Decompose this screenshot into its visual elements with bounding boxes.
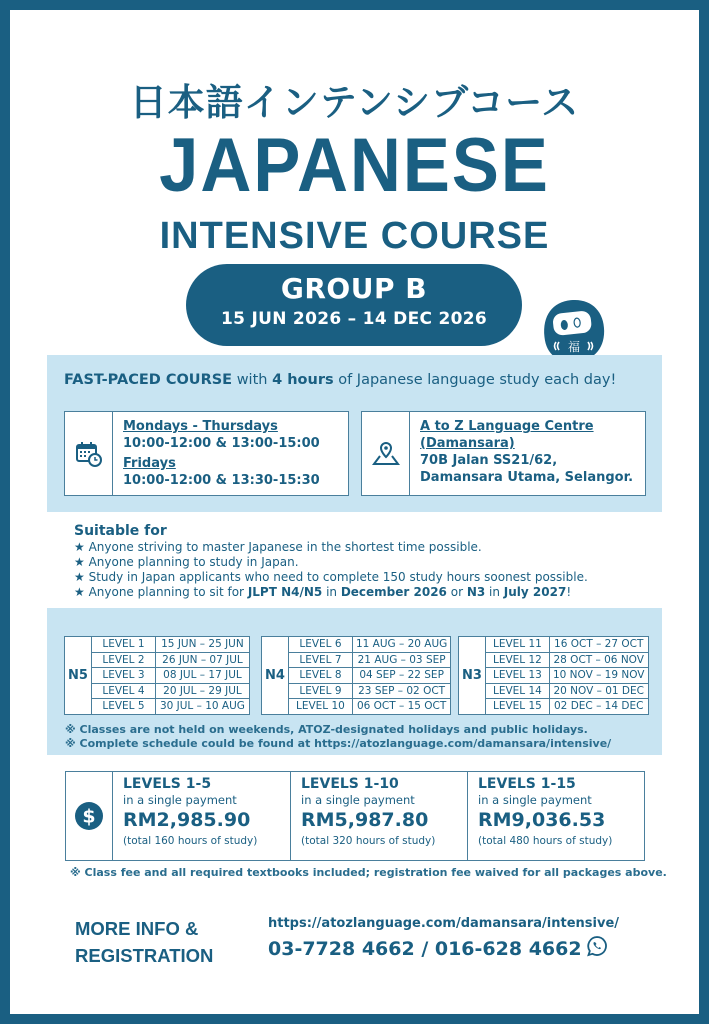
- table-row: [65, 668, 250, 684]
- overview-section: [47, 355, 662, 512]
- level-table-n5: [64, 636, 250, 715]
- location-details: [410, 412, 633, 495]
- location-name-line1[interactable]: A to Z Language Centre: [420, 419, 594, 434]
- date-cell: 20 NOV – 01 DEC: [549, 683, 648, 699]
- japanese-title: 日本語インテンシブコース: [129, 81, 580, 124]
- suitable-for-section: [74, 524, 588, 600]
- exam-date: July 2027: [503, 585, 567, 599]
- contact-details: [268, 916, 619, 962]
- level-cell: LEVEL 2: [91, 652, 155, 668]
- table-row: [262, 668, 451, 684]
- suitable-item: ★ Anyone planning to study in Japan.: [74, 555, 299, 569]
- schedule-box: [64, 411, 349, 496]
- level-cell: LEVEL 13: [485, 668, 549, 684]
- dollar-circle-icon: [66, 772, 113, 860]
- level-cell: LEVEL 8: [288, 668, 352, 684]
- table-row: [459, 699, 649, 715]
- headline-strong-2: 4 hours: [272, 372, 334, 388]
- price-package: [113, 772, 290, 860]
- level-table-n3: [458, 636, 649, 715]
- exam-date: December 2026: [340, 585, 447, 599]
- package-note: in a single payment: [301, 793, 415, 807]
- pricing-footnote: ※ Class fee and all required textbooks included; registration fee waived for all packages above.: [70, 866, 667, 879]
- location-name-line2[interactable]: (Damansara): [420, 436, 515, 451]
- table-row: [459, 683, 649, 699]
- course-period: 15 JUN 2026 – 14 DEC 2026: [220, 309, 487, 329]
- level-schedule-section: [47, 608, 662, 755]
- jlpt-level: N3: [466, 585, 486, 599]
- level-cell: LEVEL 3: [91, 668, 155, 684]
- suitable-item: ★ Anyone striving to master Japanese in the shortest time possible.: [74, 540, 482, 554]
- date-cell: 16 OCT – 27 OCT: [549, 637, 648, 653]
- date-cell: 20 JUL – 29 JUL: [155, 683, 249, 699]
- price-package: [467, 772, 644, 860]
- level-cell: LEVEL 14: [485, 683, 549, 699]
- date-cell: 21 AUG – 03 SEP: [352, 652, 450, 668]
- more-info-line2: REGISTRATION: [75, 945, 214, 966]
- table-row: [262, 699, 451, 715]
- calendar-clock-icon: [65, 412, 113, 495]
- date-cell: 23 SEP – 02 OCT: [352, 683, 450, 699]
- date-cell: 26 JUN – 07 JUL: [155, 652, 249, 668]
- table-row: [65, 699, 250, 715]
- table-row: [65, 683, 250, 699]
- jlpt-label: N4: [262, 637, 289, 715]
- text: or: [446, 585, 467, 599]
- suitable-item: [74, 585, 588, 600]
- address-line2: Damansara Utama, Selangor.: [420, 470, 634, 485]
- level-table-n4: [261, 636, 451, 715]
- flyer-page: [10, 10, 699, 1014]
- jlpt-level: JLPT N4/N5: [247, 585, 323, 599]
- jlpt-label: N3: [459, 637, 486, 715]
- course-title: JAPANESE: [159, 123, 550, 208]
- table-row: [459, 652, 649, 668]
- package-note: in a single payment: [478, 793, 592, 807]
- level-cell: LEVEL 1: [91, 637, 155, 653]
- registration-link[interactable]: https://atozlanguage.com/damansara/intensive/: [268, 916, 620, 931]
- package-price: RM5,987.80: [301, 809, 429, 831]
- suitable-item: ★ Study in Japan applicants who need to complete 150 study hours soonest possible.: [74, 570, 588, 584]
- level-cell: LEVEL 7: [288, 652, 352, 668]
- schedule-note: ※ Classes are not held on weekends, ATOZ-designated holidays and public holidays.: [65, 723, 588, 736]
- address-line1: 70B Jalan SS21/62,: [420, 453, 558, 468]
- schedule-notes: [65, 723, 611, 751]
- table-row: [262, 637, 451, 653]
- level-cell: LEVEL 6: [288, 637, 352, 653]
- date-cell: 10 NOV – 19 NOV: [549, 668, 648, 684]
- schedule-note-link[interactable]: ※ Complete schedule could be found at https://atozlanguage.com/damansara/intensive/: [65, 737, 612, 750]
- level-cell: LEVEL 10: [288, 699, 352, 715]
- suitable-title: Suitable for: [74, 523, 167, 539]
- table-row: [459, 668, 649, 684]
- svg-text:$: $: [82, 805, 96, 828]
- schedule-details: [113, 412, 320, 495]
- pricing-table: [65, 771, 645, 861]
- level-cell: LEVEL 4: [91, 683, 155, 699]
- headline-text-2: of Japanese language study each day!: [333, 372, 617, 388]
- text: !: [566, 585, 572, 599]
- level-cell: LEVEL 12: [485, 652, 549, 668]
- map-pin-icon: [362, 412, 410, 495]
- date-cell: 11 AUG – 20 AUG: [352, 637, 450, 653]
- level-cell: LEVEL 5: [91, 699, 155, 715]
- schedule-times-1: 10:00-12:00 & 13:00-15:00: [123, 436, 320, 451]
- date-cell: 15 JUN – 25 JUN: [155, 637, 249, 653]
- package-levels: LEVELS 1-10: [301, 776, 399, 792]
- headline-strong-1: FAST-PACED COURSE: [64, 372, 233, 388]
- text: in: [485, 585, 504, 599]
- text: ★ Anyone planning to sit for: [74, 585, 248, 599]
- table-row: [65, 652, 250, 668]
- level-cell: LEVEL 11: [485, 637, 549, 653]
- date-cell: 08 JUL – 17 JUL: [155, 668, 249, 684]
- package-levels: LEVELS 1-15: [478, 776, 576, 792]
- schedule-times-2: 10:00-12:00 & 13:30-15:30: [123, 473, 320, 488]
- jlpt-label: N5: [65, 637, 92, 715]
- table-row: [262, 652, 451, 668]
- group-name: GROUP B: [280, 272, 428, 305]
- text: in: [322, 585, 341, 599]
- schedule-days-1: Mondays - Thursdays: [123, 419, 278, 434]
- date-cell: 06 OCT – 15 OCT: [352, 699, 450, 715]
- date-cell: 02 DEC – 14 DEC: [549, 699, 648, 715]
- overview-headline: [64, 372, 616, 388]
- location-box: [361, 411, 646, 496]
- date-cell: 30 JUL – 10 AUG: [155, 699, 249, 715]
- group-badge: [186, 264, 522, 346]
- package-hours: (total 320 hours of study): [301, 835, 436, 847]
- package-price: RM2,985.90: [123, 809, 251, 831]
- table-row: [65, 637, 250, 653]
- package-note: in a single payment: [123, 793, 237, 807]
- table-row: [262, 683, 451, 699]
- whatsapp-icon: [586, 935, 608, 962]
- date-cell: 04 SEP – 22 SEP: [352, 668, 450, 684]
- level-cell: LEVEL 15: [485, 699, 549, 715]
- course-subtitle: INTENSIVE COURSE: [159, 215, 550, 257]
- suitable-list: [74, 540, 588, 600]
- package-hours: (total 480 hours of study): [478, 835, 613, 847]
- schedule-days-2: Fridays: [123, 456, 176, 471]
- phone-numbers: [268, 935, 619, 962]
- package-price: RM9,036.53: [478, 809, 606, 831]
- level-cell: LEVEL 9: [288, 683, 352, 699]
- price-package: [290, 772, 467, 860]
- headline-text-1: with: [232, 372, 273, 388]
- svg-text:福: 福: [567, 340, 581, 354]
- more-info-line1: MORE INFO &: [75, 918, 199, 939]
- more-info-label: [75, 915, 213, 969]
- phone-text[interactable]: 03-7728 4662 / 016-628 4662: [268, 937, 582, 960]
- date-cell: 28 OCT – 06 NOV: [549, 652, 648, 668]
- table-row: [459, 637, 649, 653]
- package-levels: LEVELS 1-5: [123, 776, 212, 792]
- package-hours: (total 160 hours of study): [123, 835, 258, 847]
